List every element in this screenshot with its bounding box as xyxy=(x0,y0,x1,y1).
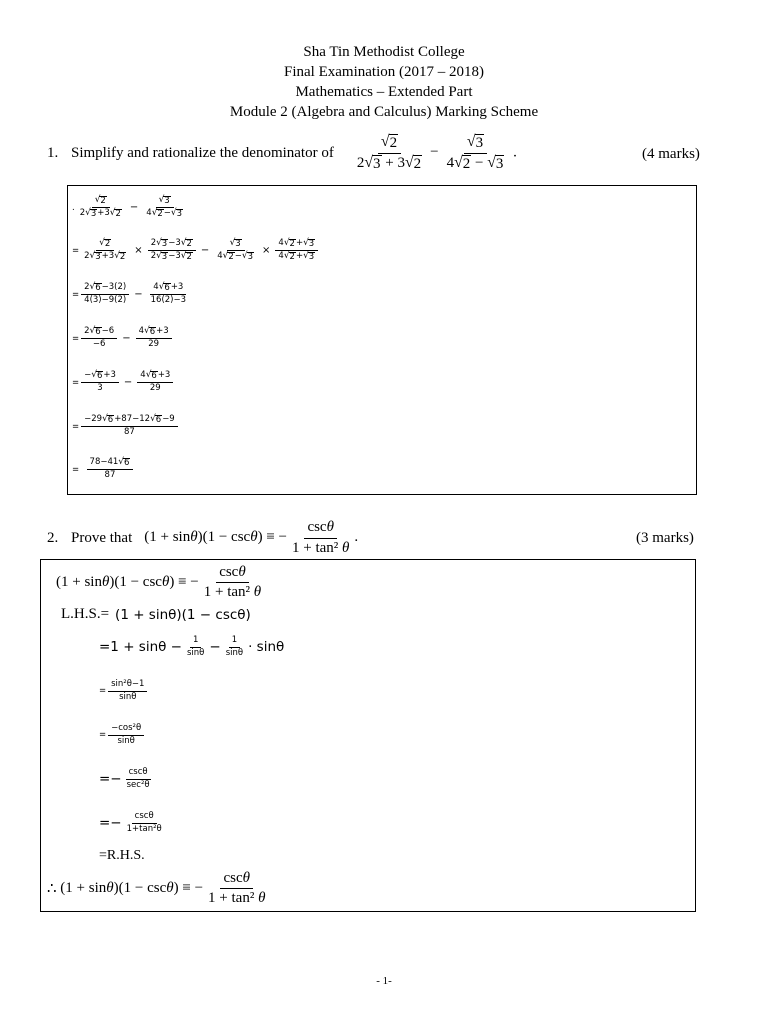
therefore-symbol: ∴ xyxy=(47,881,57,898)
q1-step-2: = √ 2 2 √ 3 +3 √ 2 × 2 √ 3 −3 √ 2 2 √ 3 −3 √ 2 − √ 3 4 √ 2 − √ 3 × 4 √ 2 + √ 3 4 √ 2 + √ 3 xyxy=(72,239,320,263)
q2-step-5: =− $\frac{\csc\theta}{\text{1+tan²θ}}$ xyxy=(99,811,162,834)
module-title: Module 2 (Algebra and Calculus) Marking Scheme xyxy=(229,104,539,120)
question-1 xyxy=(47,133,517,173)
lhs-expression: (1 + sinθ)(1 − cscθ) xyxy=(115,606,251,623)
lhs-label: L.H.S.= xyxy=(61,606,110,622)
question-2-marks: (3 marks) xyxy=(636,530,694,546)
question-2-number: 2. xyxy=(47,529,59,546)
question-2 xyxy=(47,518,358,558)
q1-step-5: = − √ 6 +3 3 − 4 √ 6 +3 29 xyxy=(72,371,175,394)
q2-step-4: =− $\frac{\csc\theta}{\text{sec²θ}}$ xyxy=(99,767,150,790)
q2-identity-restated: (1 + sin θ )(1 − csc θ ) ≡ − $\frac{\csc\theta}{\text{1 + tan² θ}}$ xyxy=(56,564,262,601)
subject-title: Mathematics – Extended Part xyxy=(295,84,473,100)
question-2-prompt: Prove that xyxy=(71,529,133,546)
question-1-number: 1. xyxy=(47,144,59,161)
document-header xyxy=(0,42,768,122)
exam-title: Final Examination (2017 – 2018) xyxy=(284,64,484,80)
q1-step-4: = 2 √ 6 −6 −6 − 4 √ 6 +3 29 xyxy=(72,327,174,350)
question-1-answer-box xyxy=(67,185,697,495)
q2-step-2: = $\frac{\text{sin²θ−1}}{\sin\theta}$ xyxy=(99,680,149,703)
q1-step-1: . √ 2 2 √ 3 +3 √ 2 − √ 3 4 √ 2 − √ 3 xyxy=(72,195,183,220)
question-1-prompt: Simplify and rationalize the denominator of xyxy=(71,144,334,161)
question-2-answer-box xyxy=(40,559,696,912)
q1-step-3: = 2 √ 6 −3(2) 4(3)−9(2) − 4 √ 6 +3 16(2)−3 xyxy=(72,282,187,306)
q2-conclusion: ∴ (1 + sin θ )(1 − csc θ ) ≡ − $\frac{\csc\theta}{\text{1 + tan² θ}}$ xyxy=(47,870,266,907)
question-1-marks: (4 marks) xyxy=(642,146,700,162)
q2-rhs: =R.H.S. xyxy=(99,848,145,863)
q1-step-7: = 78−41 √ 6 87 xyxy=(72,458,135,481)
question-2-identity: (1 + sinθ)(1 − cscθ) ≡ − $\frac{\csc\theta}{\text{1 + tan² θ}}$ . xyxy=(144,519,359,556)
school-name: Sha Tin Methodist College xyxy=(303,44,465,60)
q2-step-1: =1 + sinθ − $\frac{1}{\sin\theta}$ − $\frac{1}{\sin\theta}$ · sinθ xyxy=(99,635,285,658)
q2-lhs xyxy=(61,606,251,623)
q1-step-6: = −29 √ 6 +87−12 √ 6 −9 87 xyxy=(72,415,180,438)
page-number: - 1- xyxy=(376,975,392,987)
q2-step-3: = $\frac{\text{−cos²θ}}{\sin\theta}$ xyxy=(99,724,146,747)
question-1-expression: √ 2 2 √ 3 + 3 √ 2 − √ 3 4 √ 2 − √ 3 . xyxy=(356,133,517,172)
